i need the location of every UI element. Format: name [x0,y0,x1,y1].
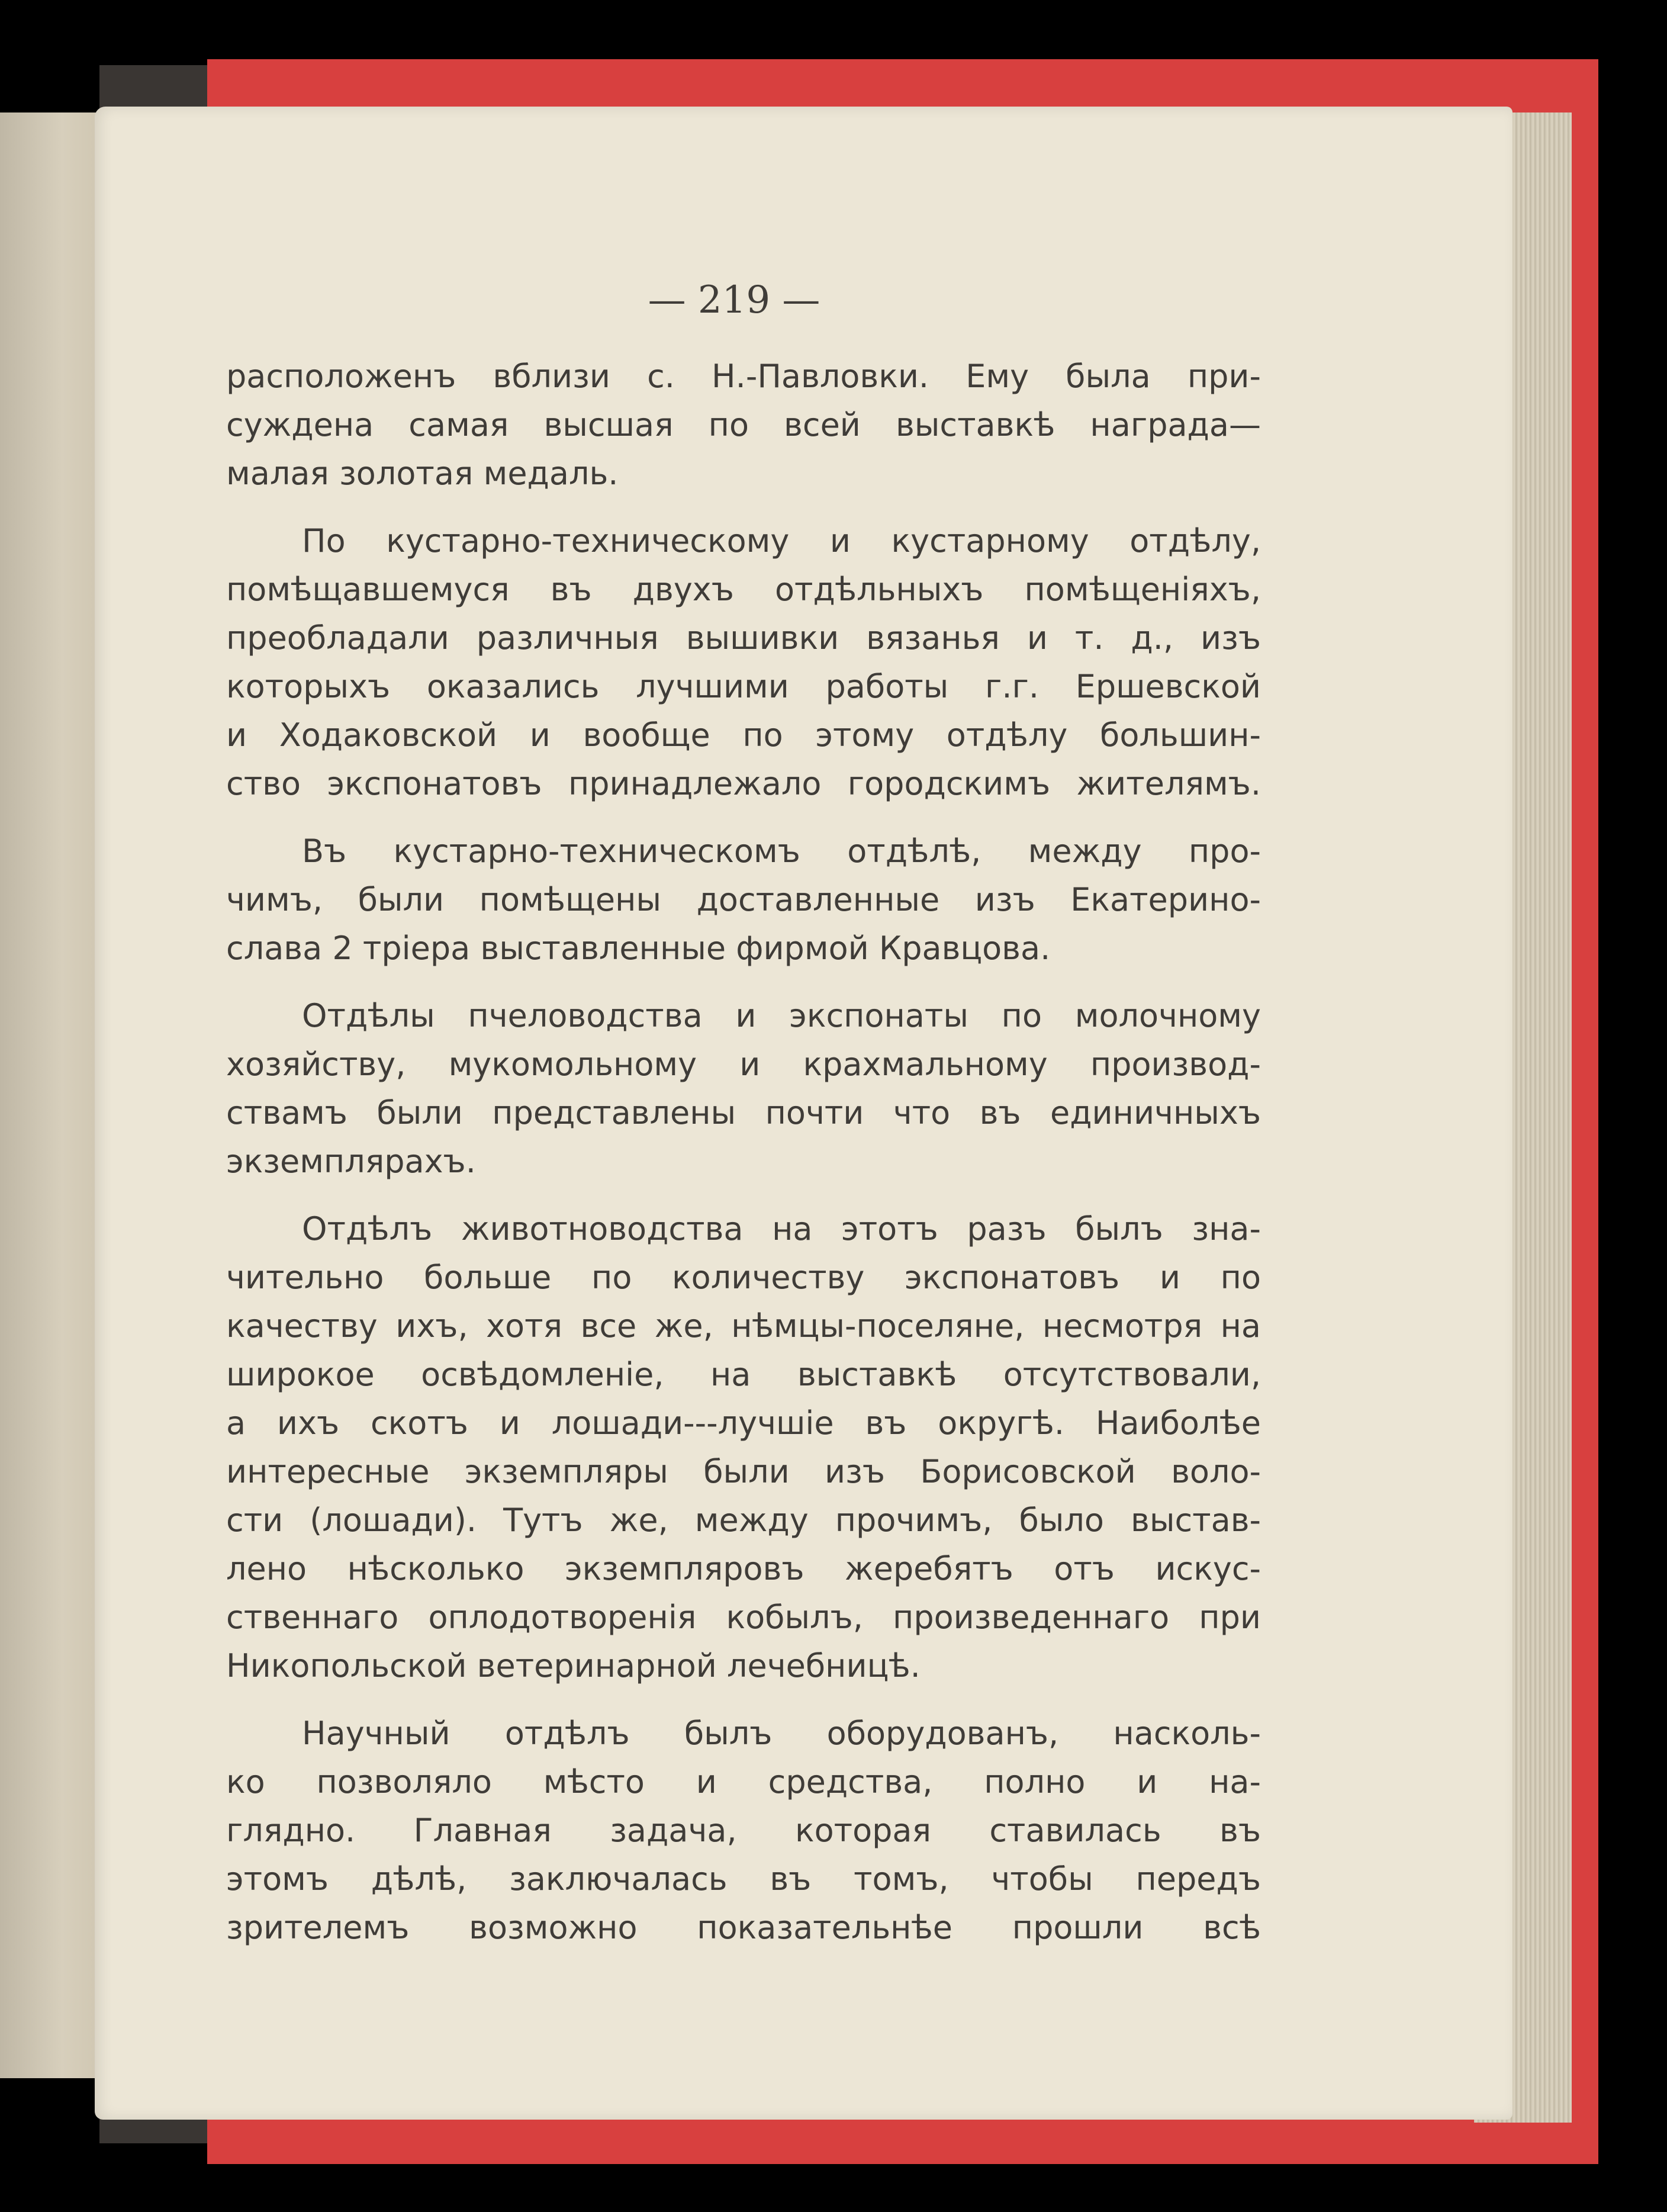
text-line: интересные экземпляры были изъ Борисовской воло- [226,1453,1261,1490]
text-line: малая золотая медаль. [226,455,619,492]
text-line: и Ходаковской и вообще по этому отдѣлу большин- [226,716,1261,754]
text-line: а ихъ скотъ и лошади---лучшіе въ округѣ. Наиболѣе [226,1404,1261,1442]
text-line: Отдѣлы пчеловодства и экспонаты по молочному [302,997,1261,1034]
text-line: По кустарно-техническому и кустарному отдѣлу, [302,522,1261,560]
paragraph [226,517,1261,808]
text-line: расположенъ вблизи с. Н.-Павловки. Ему была при- [226,358,1261,395]
text-line: Научный отдѣлъ былъ оборудованъ, насколь- [302,1715,1261,1752]
text-line: Въ кустарно-техническомъ отдѣлѣ, между про- [302,832,1261,870]
text-line: преобладали различныя вышивки вязанья и т. д., изъ [226,619,1261,657]
text-line: суждена самая высшая по всей выставкѣ награда— [226,406,1261,443]
text-line: сти (лошади). Тутъ же, между прочимъ, было выстав- [226,1502,1261,1539]
text-line: которыхъ оказались лучшими работы г.г. Ершевской [226,668,1261,705]
text-line: Отдѣлъ животноводства на этотъ разъ былъ зна- [302,1210,1261,1248]
paragraph [226,827,1261,973]
text-line: лено нѣсколько экземпляровъ жеребятъ отъ искус- [226,1550,1261,1587]
text-line: хозяйству, мукомольному и крахмальному производ- [226,1046,1261,1083]
text-line: этомъ дѣлѣ, заключалась въ томъ, чтобы передъ [226,1860,1261,1898]
paragraph [226,1709,1261,1952]
text-line: чительно больше по количеству экспонатовъ и по [226,1259,1261,1296]
text-line: широкое освѣдомленіе, на выставкѣ отсутствовали, [226,1356,1261,1393]
text-line: ко позволяло мѣсто и средства, полно и на- [226,1763,1261,1801]
text-line: Никопольской ветеринарной лечебницѣ. [226,1647,921,1684]
text-line: ствамъ были представлены почти что въ единичныхъ [226,1094,1261,1131]
text-line: чимъ, были помѣщены доставленные изъ Екатерино- [226,881,1261,918]
paragraph [226,352,1261,498]
paragraph [226,992,1261,1186]
facing-page-edge [0,112,104,2078]
text-line: слава 2 тріера выставленные фирмой Кравцова. [226,930,1051,967]
text-line: зрителемъ возможно показательнѣе прошли всѣ [226,1909,1261,1946]
paragraph [226,1205,1261,1690]
text-line: экземплярахъ. [226,1143,476,1180]
page-number: — 219 — [648,278,820,322]
text-line: ственнаго оплодотворенія кобылъ, произведеннаго при [226,1599,1261,1636]
text-line: помѣщавшемуся въ двухъ отдѣльныхъ помѣщеніяхъ, [226,571,1261,608]
text-line: качеству ихъ, хотя все же, нѣмцы-поселяне, несмотря на [226,1307,1261,1345]
text-line: глядно. Главная задача, которая ставилась въ [226,1812,1261,1849]
page-text [226,352,1261,1952]
text-line: ство экспонатовъ принадлежало городскимъ жителямъ. [226,765,1261,802]
